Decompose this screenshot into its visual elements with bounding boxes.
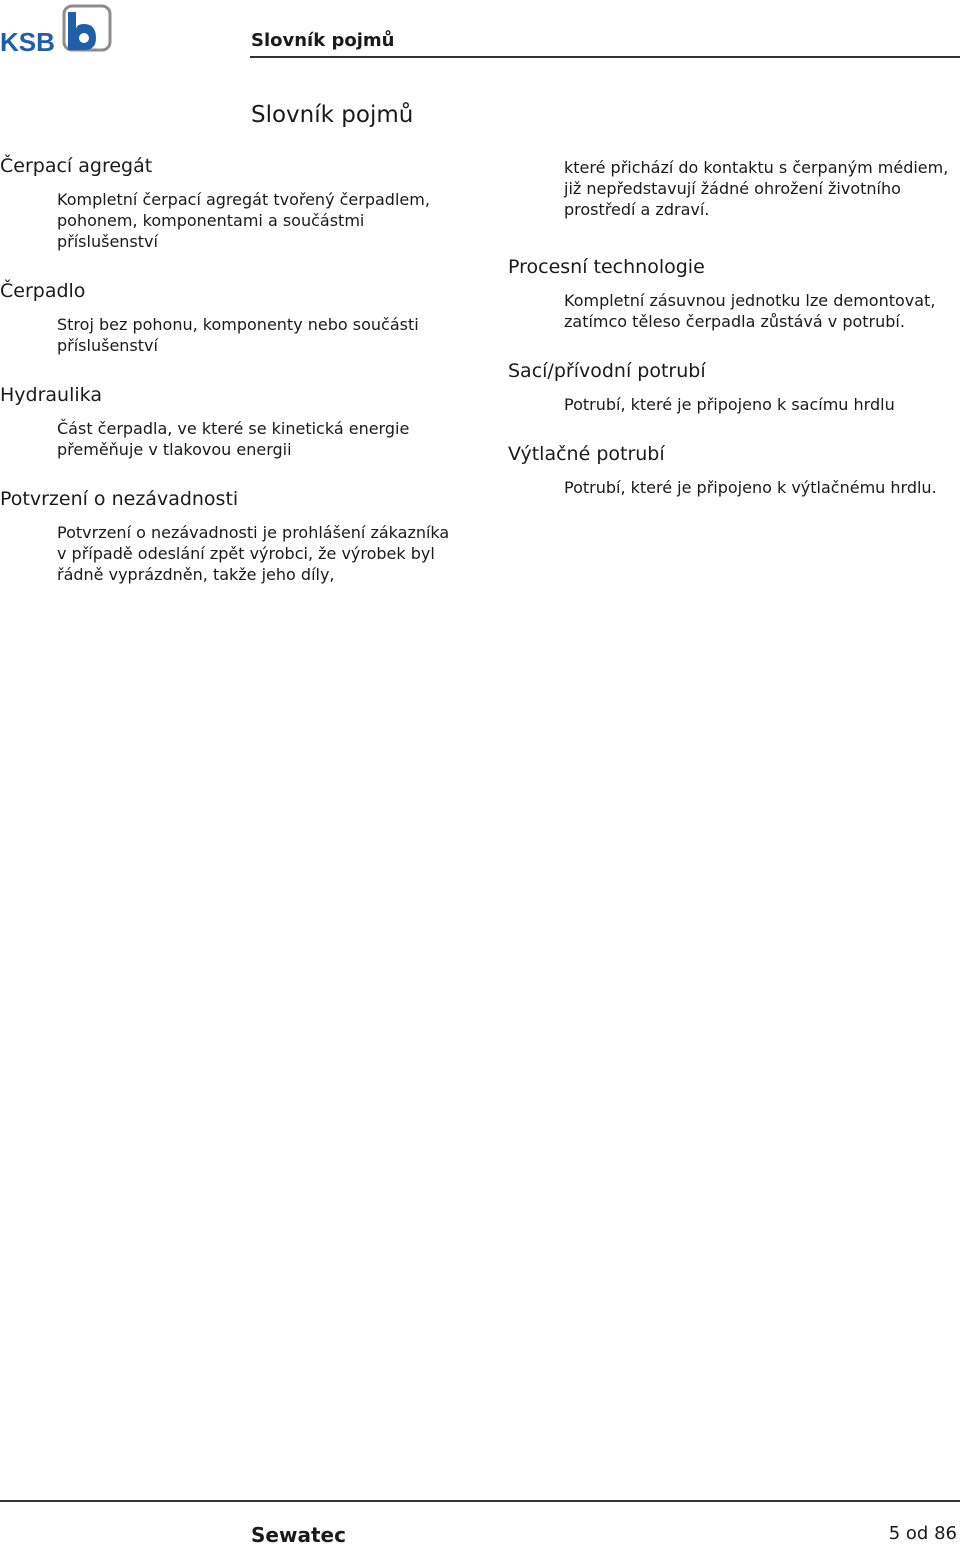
- glossary-definition: Potrubí, které je připojeno k výtlačnému hrdlu.: [564, 478, 937, 497]
- glossary-right-column: [508, 157, 960, 524]
- glossary-term: Čerpadlo: [0, 280, 86, 302]
- header-divider: [250, 56, 960, 58]
- footer-product-name: Sewatec: [251, 1523, 346, 1547]
- glossary-definition: Kompletní čerpací agregát tvořený čerpadlem, pohonem, komponentami a součástmi příslušenství: [57, 190, 430, 251]
- glossary-entry: [0, 278, 450, 356]
- glossary-definition: Část čerpadla, ve které se kinetická energie přeměňuje v tlakovou energii: [57, 419, 410, 459]
- ksb-logo: [0, 2, 115, 54]
- glossary-definition: Potrubí, které je připojeno k sacímu hrdlu: [564, 395, 895, 414]
- glossary-term: Sací/přívodní potrubí: [508, 360, 706, 382]
- glossary-term: Čerpací agregát: [0, 155, 153, 177]
- glossary-entry: [508, 441, 960, 498]
- footer-divider: [0, 1500, 960, 1502]
- glossary-entry: [0, 486, 450, 585]
- logo-text: KSB: [0, 27, 55, 54]
- glossary-entry: [508, 358, 960, 415]
- glossary-term: Výtlačné potrubí: [508, 443, 665, 465]
- glossary-definition: Potvrzení o nezávadnosti je prohlášení zákazníka v případě odeslání zpět výrobci, že výrobek byl řádně vyprázdněn, takže jeho díly,: [57, 523, 450, 584]
- page-number: 5 od 86: [888, 1523, 957, 1544]
- glossary-entry: [0, 153, 450, 252]
- glossary-entry: [508, 254, 960, 332]
- page-title: Slovník pojmů: [251, 102, 414, 128]
- glossary-entry: [0, 382, 450, 460]
- glossary-left-column: [0, 153, 450, 611]
- glossary-definition-continuation: které přichází do kontaktu s čerpaným médiem, již nepředstavují žádné ohrožení životního prostředí a zdraví.: [564, 158, 949, 219]
- glossary-term: Potvrzení o nezávadnosti: [0, 488, 239, 510]
- glossary-term: Hydraulika: [0, 384, 102, 406]
- glossary-term: Procesní technologie: [508, 256, 705, 278]
- glossary-definition: Stroj bez pohonu, komponenty nebo součásti příslušenství: [57, 315, 419, 355]
- header-title: Slovník pojmů: [251, 30, 395, 51]
- glossary-definition: Kompletní zásuvnou jednotku lze demontovat, zatímco těleso čerpadla zůstává v potrubí.: [564, 291, 936, 331]
